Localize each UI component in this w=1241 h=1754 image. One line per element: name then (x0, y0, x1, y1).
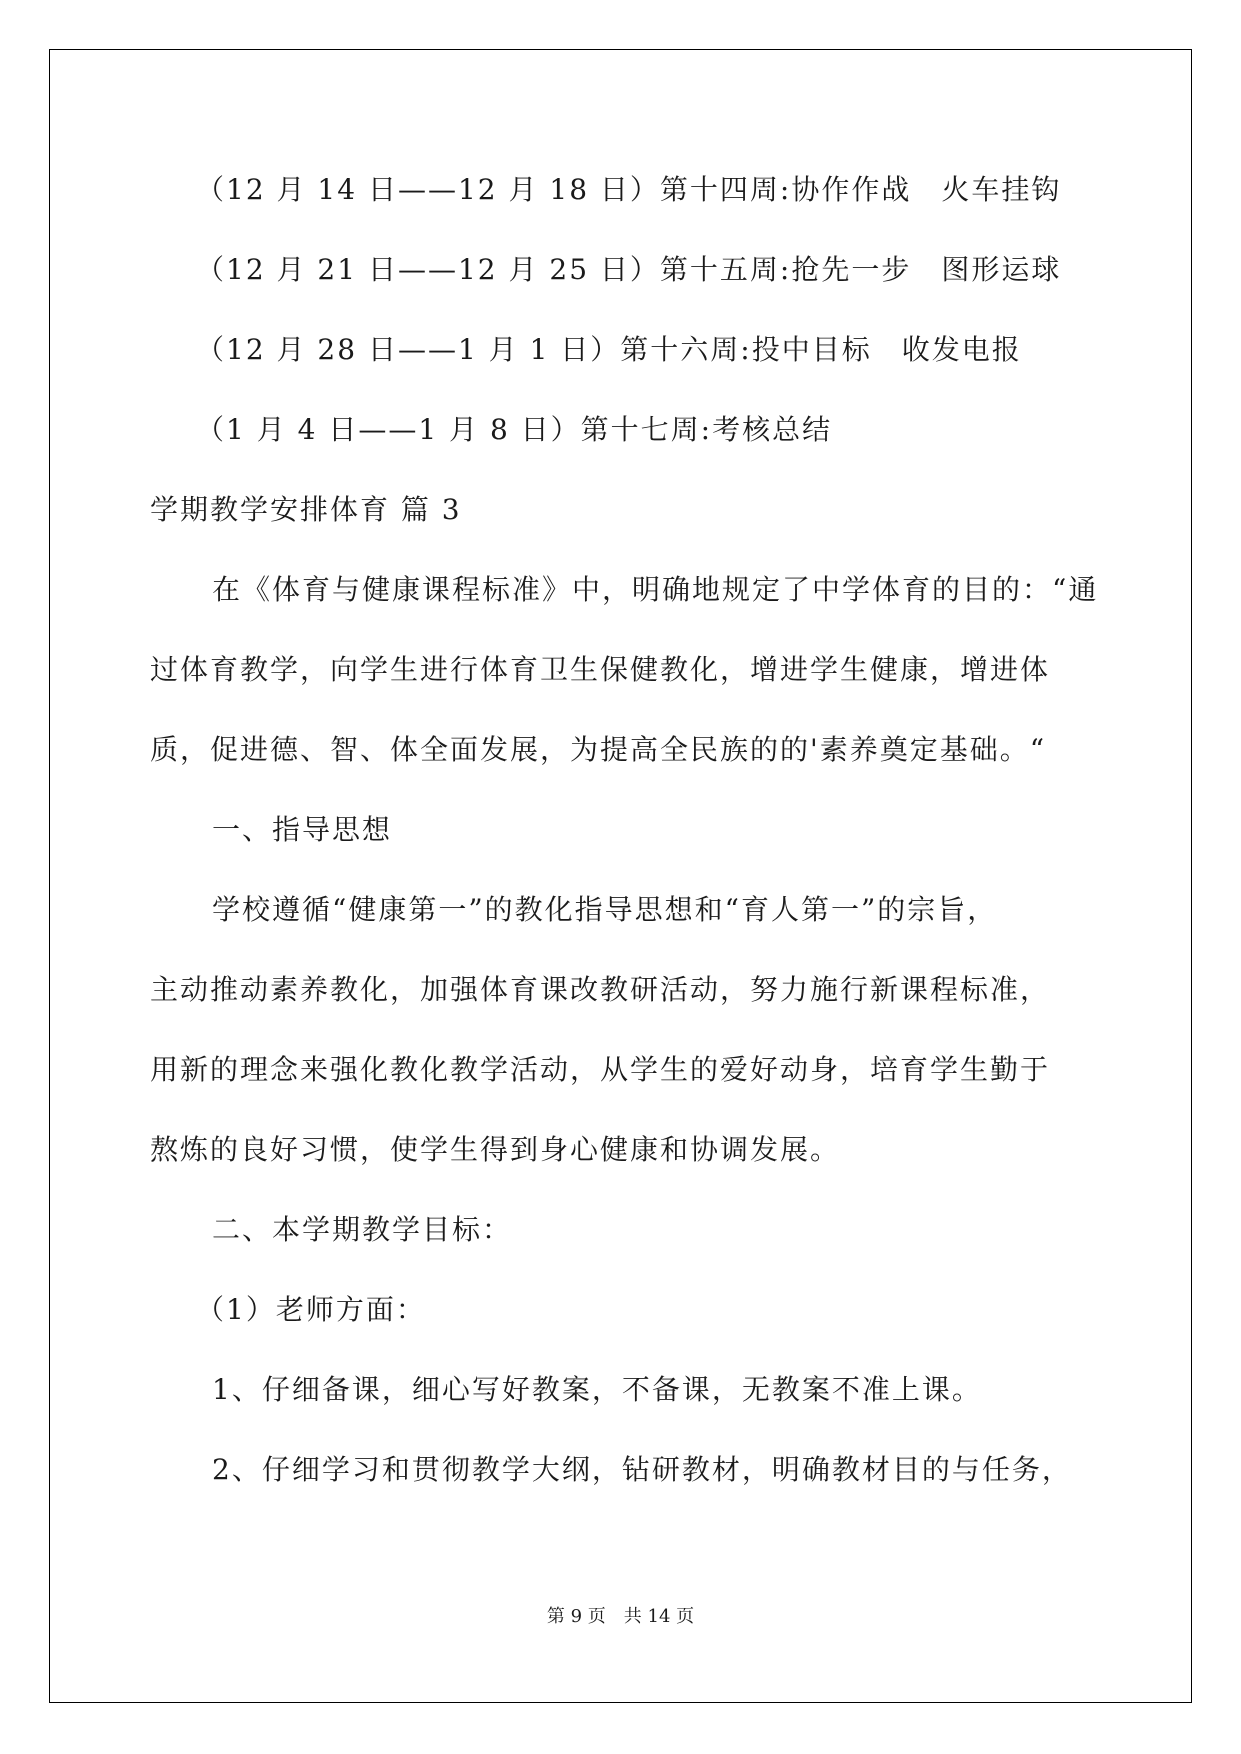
guiding-paragraph-line: 熬炼的良好习惯，使学生得到身心健康和协调发展。 (150, 1133, 841, 1166)
intro-paragraph-line: 在《体育与健康课程标准》中，明确地规定了中学体育的目的：“通 (212, 573, 1099, 606)
schedule-line-week-14: （12 月 14 日——12 月 18 日）第十四周:协作作战 火车挂钩 (196, 173, 1062, 206)
list-item: 1、仔细备课，细心写好教案，不备课，无教案不准上课。 (212, 1373, 982, 1406)
section-heading: 学期教学安排体育 篇 3 (150, 493, 462, 526)
heading-guiding-thought: 一、指导思想 (212, 813, 393, 846)
page-number-footer: 第 9 页 共 14 页 (546, 1606, 695, 1627)
sub-heading-teacher: （1）老师方面： (196, 1293, 426, 1326)
heading-teaching-goals: 二、本学期教学目标： (212, 1213, 513, 1246)
guiding-paragraph-line: 学校遵循“健康第一”的教化指导思想和“育人第一”的宗旨， (212, 893, 998, 926)
schedule-line-week-15: （12 月 21 日——12 月 25 日）第十五周:抢先一步 图形运球 (196, 253, 1062, 286)
schedule-line-week-17: （1 月 4 日——1 月 8 日）第十七周:考核总结 (196, 413, 833, 446)
guiding-paragraph-line: 用新的理念来强化教化教学活动，从学生的爱好动身，培育学生勤于 (150, 1053, 1051, 1086)
guiding-paragraph-line: 主动推动素养教化，加强体育课改教研活动，努力施行新课程标准， (150, 973, 1051, 1006)
schedule-line-week-16: （12 月 28 日——1 月 1 日）第十六周:投中目标 收发电报 (196, 333, 1022, 366)
intro-paragraph-line: 质，促进德、智、体全面发展，为提高全民族的的'素养奠定基础。“ (150, 733, 1047, 766)
list-item: 2、仔细学习和贯彻教学大纲，钻研教材，明确教材目的与任务， (212, 1453, 1072, 1486)
intro-paragraph-line: 过体育教学，向学生进行体育卫生保健教化，增进学生健康，增进体 (150, 653, 1051, 686)
